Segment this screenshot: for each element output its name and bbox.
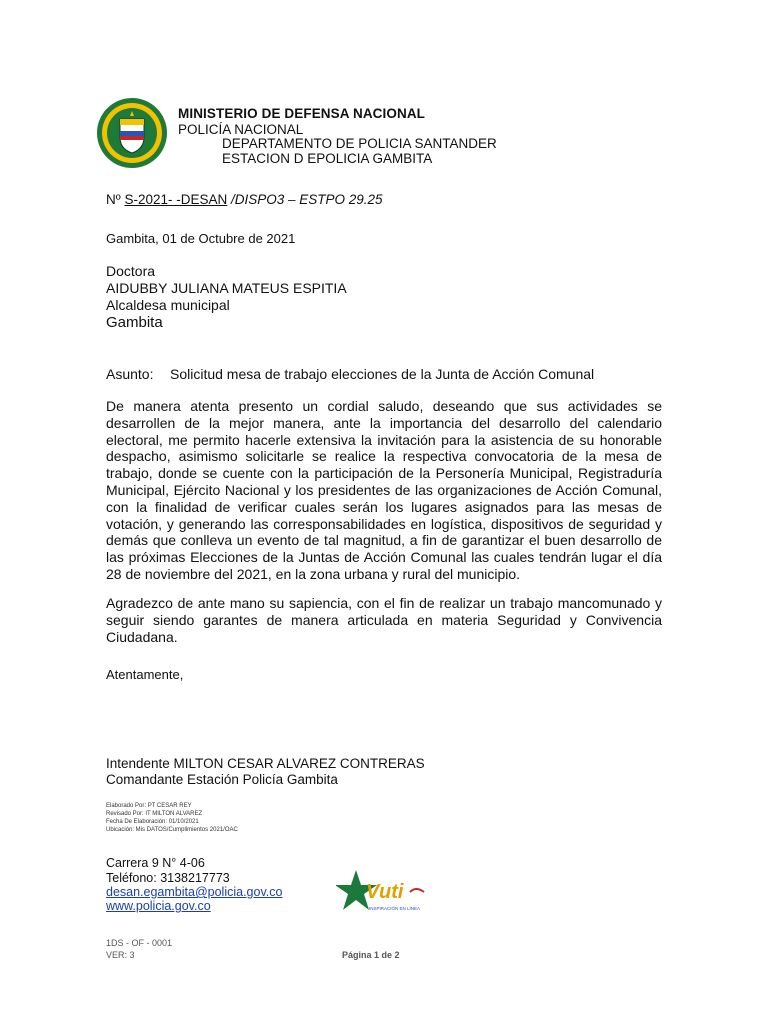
document-version: VER: 3	[106, 950, 135, 960]
subject-line	[106, 366, 594, 382]
reviewed-by: Revisado Por: IT MILTON ALVAREZ	[106, 811, 203, 817]
station-heading: ESTACION D EPOLICIA GAMBITA	[222, 151, 433, 166]
star-logo-icon	[336, 868, 428, 916]
contact-email-link[interactable]: desan.egambita@policia.gov.co	[106, 885, 283, 899]
document-code: 1DS - OF - 0001	[106, 938, 173, 948]
police-seal-icon	[96, 97, 168, 169]
recipient-city: Gambita	[106, 314, 163, 331]
body-paragraph-2: Agradezco de ante mano su sapiencia, con el fin de realizar un trabajo mancomunado y seguir siendo garantes de manera articulada en materia Seguridad y Convivencia Ciudadana.	[106, 595, 662, 645]
subject-label: Asunto:	[106, 366, 154, 382]
signatory-name: Intendente MILTON CESAR ALVAREZ CONTRERAS	[106, 756, 425, 771]
website-link[interactable]: www.policia.gov.co	[106, 899, 211, 913]
logo-wordmark: Vuti	[366, 881, 404, 903]
body-paragraph-1: De manera atenta presento un cordial saludo, deseando que sus actividades se desarrollen de la mejor manera, ante la importancia del desarrollo del calendario electoral, me permito hacerle extensiva la invitación para la asistencia de su honorable despacho, asimismo solicitarle se realice la respectiva convocatoria de la mesa de trabajo, donde se cuente con la participación de la Personería Municipal, Registraduría Municipal, Ejército Nacional y los presidentes de las organizaciones de Acción Comunal, con la finalidad de verificar cuales serán los lugares asignados para las mesas de votación, y generando las corresponsabilidades en logística, dispositivos de seguridad y demás que conlleva un evento de tal magnitud, a fin de garantizar el buen desarrollo de las próximas Elecciones de la Juntas de Acción Comunal las cuales tendrán lugar el día 28 de noviembre del 2021, en la zona urbana y rural del municipio.	[106, 398, 662, 582]
prepared-by: Elaborado Por: PT CESAR REY	[106, 803, 192, 809]
recipient-title: Doctora	[106, 263, 156, 279]
file-location: Ubicación: Mis DATOS/Cumplimientos 2021/OAC	[106, 827, 238, 833]
page-number: Página 1 de 2	[342, 950, 400, 960]
closing-salutation: Atentamente,	[106, 667, 184, 682]
recipient-role: Alcaldesa municipal	[106, 297, 230, 313]
signatory-position: Comandante Estación Policía Gambita	[106, 772, 338, 787]
contact-address: Carrera 9 N° 4-06	[106, 856, 205, 870]
reference-code: S-2021- -DESAN	[124, 192, 228, 207]
subject-text: Solicitud mesa de trabajo elecciones de la Junta de Acción Comunal	[170, 366, 595, 382]
reference-prefix: Nº	[106, 192, 125, 207]
reference-suffix: /DISPO3 – ESTPO 29.25	[227, 192, 383, 207]
logo-tagline: INSPIRACIÓN EN LÍNEA	[369, 906, 421, 911]
recipient-name: AIDUBBY JULIANA MATEUS ESPITIA	[106, 280, 347, 296]
ministry-heading: MINISTERIO DE DEFENSA NACIONAL	[178, 106, 426, 121]
department-heading: DEPARTAMENTO DE POLICIA SANTANDER	[222, 136, 497, 151]
reference-number	[106, 192, 383, 207]
police-heading: POLICÍA NACIONAL	[178, 122, 304, 137]
letter-date: Gambita, 01 de Octubre de 2021	[106, 231, 296, 246]
contact-phone: Teléfono: 3138217773	[106, 871, 230, 885]
elaboration-date: Fecha De Elaboración: 01/10/2021	[106, 819, 199, 825]
